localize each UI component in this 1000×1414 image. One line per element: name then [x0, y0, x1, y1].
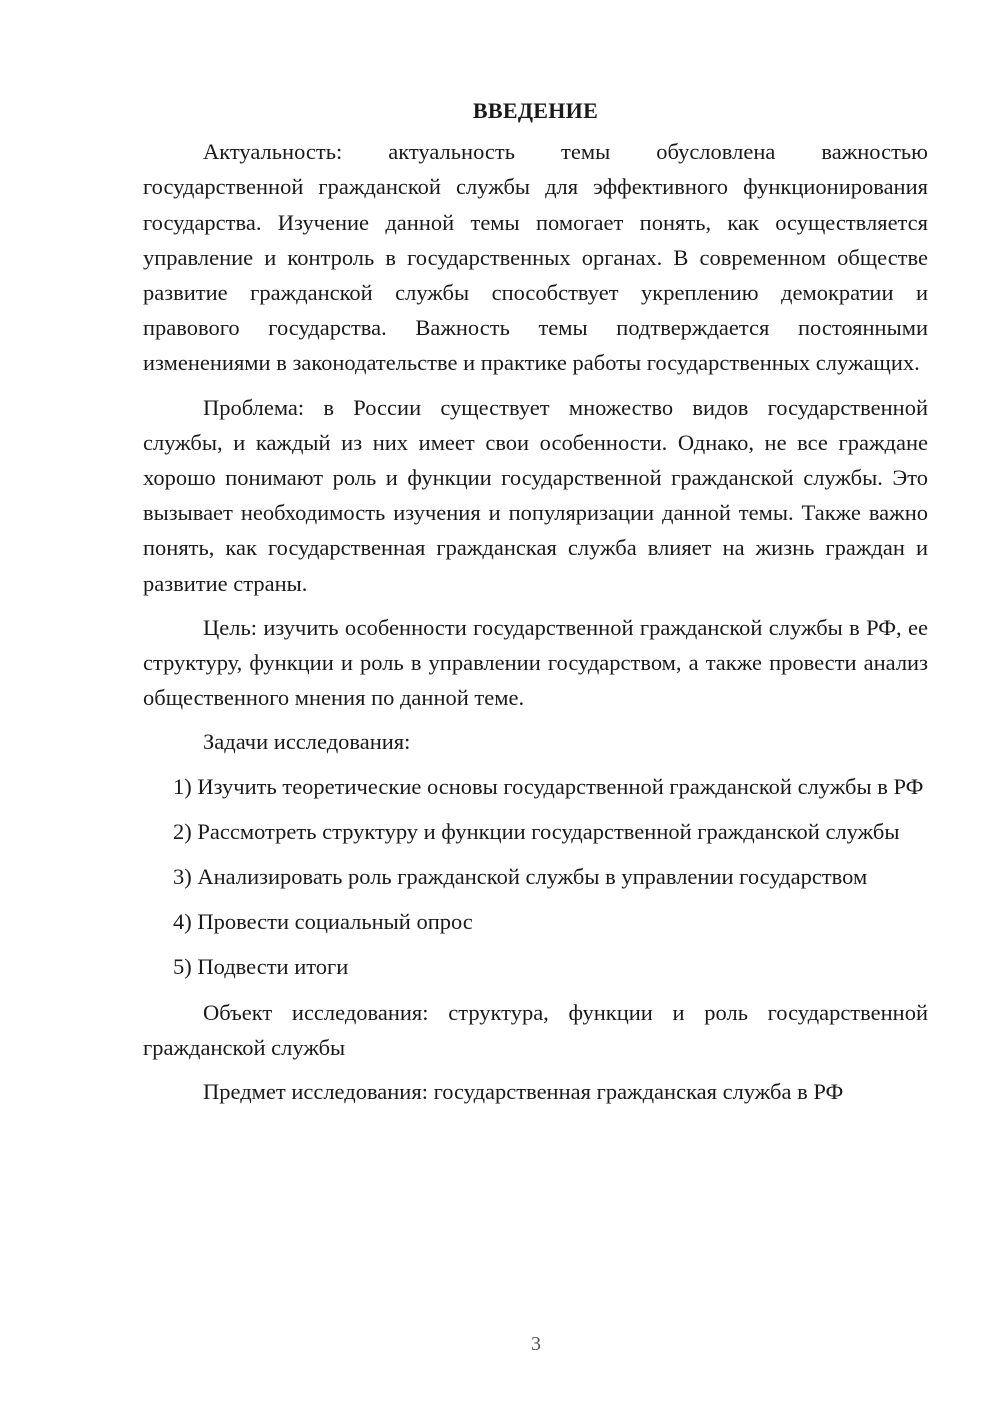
task-item-4: 4) Провести социальный опрос: [173, 909, 473, 935]
relevance-paragraph: Актуальность: актуальность темы обусловлена важностью государственной гражданской службы для эффективного функционирования государства. Изучение данной темы помогает понять, как осуществляется управление и контроль в государственных органах. В современном обществе развитие гражданской службы способствует укреплению демократии и правового государства. Важность темы подтверждается постоянными изменениями в законодательстве и практике работы государственных служащих.: [143, 139, 928, 376]
tasks-heading: Задачи исследования:: [203, 729, 411, 755]
problem-paragraph: Проблема: в России существует множество видов государственной службы, и каждый из них имеет свои особенности. Однако, не все граждане хорошо понимают роль и функции государственной гражданской службы. Это вызывает необходимость изучения и популяризации данной темы. Также важно понять, как государственная гражданская служба влияет на жизнь граждан и развитие страны.: [143, 394, 928, 596]
task-item-1: 1) Изучить теоретические основы государственной гражданской службы в РФ: [173, 773, 924, 799]
task-item-5: 5) Подвести итоги: [173, 954, 349, 980]
task-item-2: 2) Рассмотреть структуру и функции государственной гражданской службы: [173, 818, 900, 844]
page-number: 3: [531, 1333, 541, 1355]
goal-paragraph: Цель: изучить особенности государственной гражданской службы в РФ, ее структуру, функции и роль в управлении государством, а также провести анализ общественного мнения по данной теме.: [143, 614, 928, 711]
document-body: [143, 93, 928, 1118]
research-subject-paragraph: Предмет исследования: государственная гражданская служба в РФ: [203, 1079, 844, 1105]
section-title: ВВЕДЕНИЕ: [472, 98, 599, 123]
research-object-paragraph: Объект исследования: структура, функции и роль государственной гражданской службы: [143, 999, 928, 1060]
task-item-3: 3) Анализировать роль гражданской службы в управлении государством: [173, 864, 868, 890]
